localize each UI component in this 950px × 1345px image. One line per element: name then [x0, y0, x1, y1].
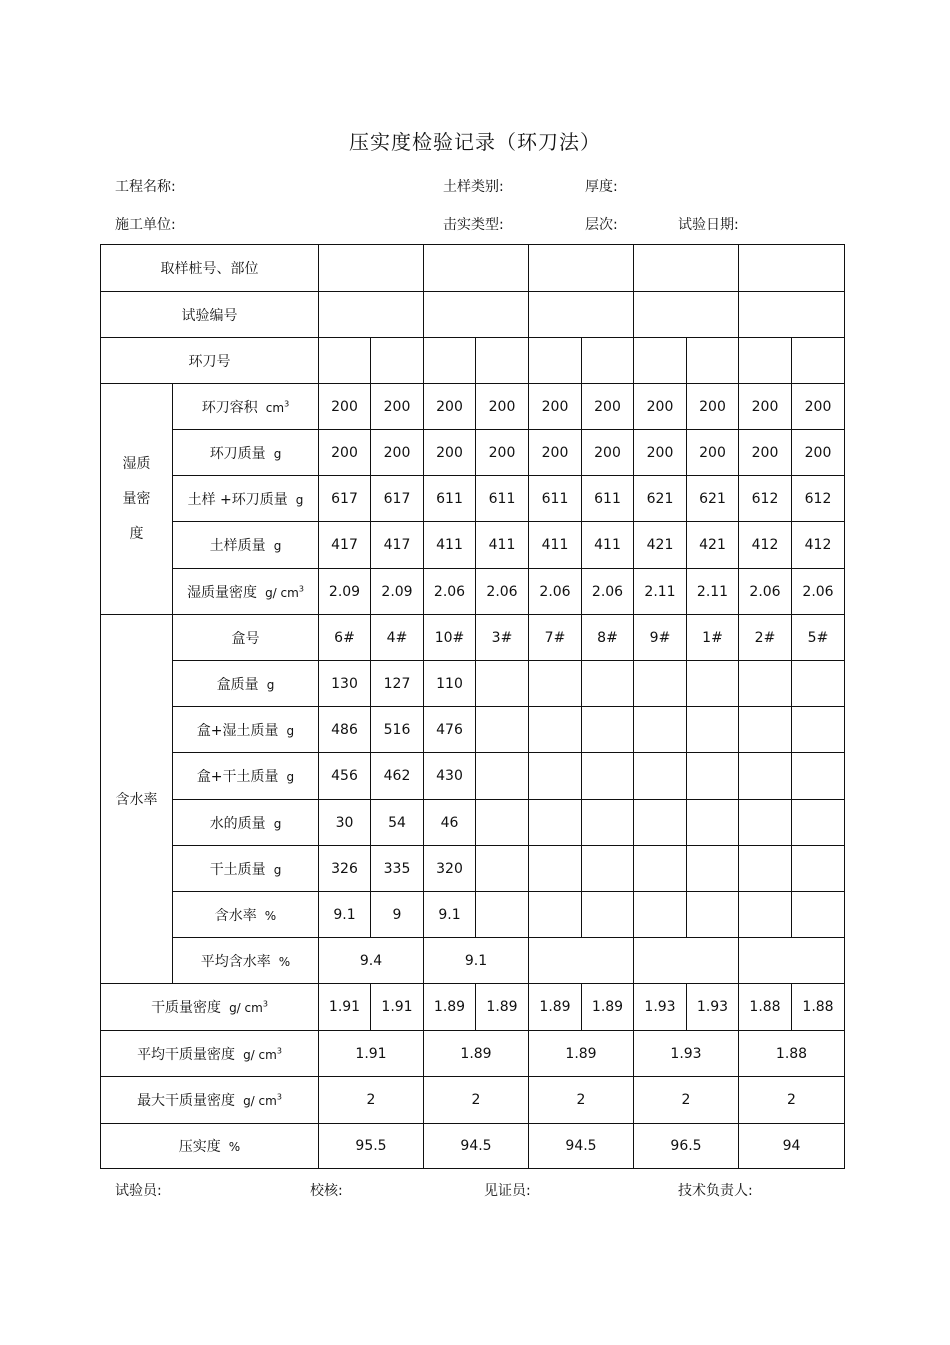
table-cell: 611 — [424, 476, 476, 522]
test-date-label: 试验日期: — [678, 217, 739, 233]
table-cell — [687, 661, 739, 707]
table-cell: 411 — [424, 522, 476, 569]
table-cell: 1.89 — [582, 984, 634, 1031]
table-cell — [582, 338, 634, 384]
table-cell: 2 — [529, 1077, 634, 1124]
table-cell: 421 — [634, 522, 687, 569]
table-cell: 200 — [687, 384, 739, 430]
box-dry-soil-label: 盒+干土质量 g — [173, 753, 319, 800]
table-cell: 95.5 — [319, 1124, 424, 1169]
table-cell — [739, 338, 792, 384]
table-cell — [319, 338, 371, 384]
table-cell — [529, 661, 582, 707]
table-cell: 2.06 — [739, 569, 792, 615]
table-cell — [634, 753, 687, 800]
checker-label: 校核: — [310, 1183, 343, 1199]
table-row — [101, 384, 845, 430]
table-cell: 30 — [319, 800, 371, 846]
table-cell: 320 — [424, 846, 476, 892]
table-cell — [371, 338, 424, 384]
table-cell — [319, 292, 424, 338]
table-cell — [687, 800, 739, 846]
table-cell — [739, 292, 845, 338]
compaction-record-table — [100, 244, 845, 1169]
table-cell: 326 — [319, 846, 371, 892]
table-cell: 200 — [476, 430, 529, 476]
soil-mass-label: 土样质量 g — [173, 522, 319, 569]
table-cell — [476, 707, 529, 753]
table-cell: 9.1 — [424, 892, 476, 938]
table-cell: 7# — [529, 615, 582, 661]
table-cell: 9.4 — [319, 938, 424, 984]
table-row — [101, 1077, 845, 1124]
table-cell — [476, 846, 529, 892]
table-cell: 1.91 — [319, 984, 371, 1031]
table-row — [101, 753, 845, 800]
table-cell: 1.89 — [529, 1031, 634, 1077]
table-cell: 476 — [424, 707, 476, 753]
table-cell: 200 — [739, 384, 792, 430]
water-mass-label: 水的质量 g — [173, 800, 319, 846]
table-cell: 2.06 — [529, 569, 582, 615]
table-cell: 94.5 — [424, 1124, 529, 1169]
ring-no-label: 环刀号 — [101, 338, 319, 384]
table-cell — [739, 661, 792, 707]
table-cell: 412 — [739, 522, 792, 569]
tester-label: 试验员: — [115, 1183, 162, 1199]
soil-ring-mass-label: 土样 +环刀质量 g — [173, 476, 319, 522]
table-cell — [529, 707, 582, 753]
table-cell: 1.91 — [319, 1031, 424, 1077]
table-row — [101, 430, 845, 476]
wet-density-label: 湿质量密度 g/ $cm^3$ — [173, 569, 319, 615]
avg-dry-density-label: 平均干质量密度 g/ $cm^3$ — [101, 1031, 319, 1077]
table-cell — [739, 938, 845, 984]
ring-volume-label: 环刀容积 $cm^3$ — [173, 384, 319, 430]
table-cell: 2.06 — [792, 569, 845, 615]
witness-label: 见证员: — [484, 1183, 531, 1199]
tech-lead-label: 技术负责人: — [678, 1183, 753, 1199]
table-row — [101, 615, 845, 661]
table-cell: 94.5 — [529, 1124, 634, 1169]
box-wet-soil-label: 盒+湿土质量 g — [173, 707, 319, 753]
table-cell: 200 — [476, 384, 529, 430]
table-cell: 412 — [792, 522, 845, 569]
table-cell: 411 — [582, 522, 634, 569]
table-cell — [476, 661, 529, 707]
table-row — [101, 476, 845, 522]
sample-location-label: 取样桩号、部位 — [101, 245, 319, 292]
table-cell — [319, 245, 424, 292]
table-cell — [792, 846, 845, 892]
table-cell — [634, 800, 687, 846]
box-mass-label: 盒质量 g — [173, 661, 319, 707]
table-cell: 200 — [424, 430, 476, 476]
table-cell: 94 — [739, 1124, 845, 1169]
table-cell: 9.1 — [424, 938, 529, 984]
test-no-label: 试验编号 — [101, 292, 319, 338]
table-cell: 486 — [319, 707, 371, 753]
table-cell: 200 — [529, 384, 582, 430]
compaction-type-label: 击实类型: — [443, 217, 504, 233]
layer-label: 层次: — [585, 217, 618, 233]
table-cell: 611 — [582, 476, 634, 522]
table-row — [101, 661, 845, 707]
table-row — [101, 846, 845, 892]
table-cell — [476, 753, 529, 800]
avg-moisture-label: 平均含水率 % — [173, 938, 319, 984]
table-cell: 200 — [582, 430, 634, 476]
table-cell: 2 — [319, 1077, 424, 1124]
table-cell: 2 — [634, 1077, 739, 1124]
table-cell — [424, 292, 529, 338]
table-cell: 6# — [319, 615, 371, 661]
table-cell — [739, 753, 792, 800]
ring-mass-label: 环刀质量 g — [173, 430, 319, 476]
table-cell: 8# — [582, 615, 634, 661]
table-row — [101, 338, 845, 384]
table-cell: 1.89 — [424, 984, 476, 1031]
table-cell: 200 — [582, 384, 634, 430]
table-cell: 200 — [634, 384, 687, 430]
table-cell — [792, 892, 845, 938]
table-cell — [582, 707, 634, 753]
table-cell: 127 — [371, 661, 424, 707]
table-cell: 200 — [792, 384, 845, 430]
table-cell — [739, 846, 792, 892]
table-cell: 2.11 — [687, 569, 739, 615]
table-cell — [792, 338, 845, 384]
table-cell: 200 — [529, 430, 582, 476]
table-cell — [634, 338, 687, 384]
table-cell: 516 — [371, 707, 424, 753]
contractor-label: 施工单位: — [115, 217, 176, 233]
table-cell: 200 — [687, 430, 739, 476]
table-cell — [634, 661, 687, 707]
table-cell: 2 — [739, 1077, 845, 1124]
project-name-label: 工程名称: — [115, 179, 176, 195]
table-cell — [634, 292, 739, 338]
table-cell: 54 — [371, 800, 424, 846]
table-cell — [424, 338, 476, 384]
table-cell — [529, 292, 634, 338]
group-label-line: 度 — [129, 525, 144, 542]
table-cell: 621 — [634, 476, 687, 522]
table-cell: 46 — [424, 800, 476, 846]
table-cell: 96.5 — [634, 1124, 739, 1169]
table-row — [101, 245, 845, 292]
table-cell: 2.06 — [582, 569, 634, 615]
table-cell — [582, 661, 634, 707]
table-cell — [739, 892, 792, 938]
table-cell — [476, 338, 529, 384]
table-cell: 1.89 — [476, 984, 529, 1031]
table-cell: 411 — [476, 522, 529, 569]
table-cell: 1.93 — [634, 1031, 739, 1077]
table-cell: 621 — [687, 476, 739, 522]
table-cell — [634, 938, 739, 984]
max-dry-density-label: 最大干质量密度 g/ $cm^3$ — [101, 1077, 319, 1124]
table-cell: 617 — [319, 476, 371, 522]
table-cell: 611 — [529, 476, 582, 522]
table-cell — [792, 707, 845, 753]
table-row — [101, 707, 845, 753]
table-row — [101, 522, 845, 569]
table-cell — [792, 753, 845, 800]
table-cell — [529, 892, 582, 938]
table-cell: 200 — [739, 430, 792, 476]
table-cell: 1.93 — [687, 984, 739, 1031]
table-cell — [476, 892, 529, 938]
table-cell — [739, 800, 792, 846]
table-cell: 2.06 — [424, 569, 476, 615]
table-cell — [687, 707, 739, 753]
table-cell: 430 — [424, 753, 476, 800]
table-cell — [687, 846, 739, 892]
table-row — [101, 1031, 845, 1077]
table-cell: 4# — [371, 615, 424, 661]
table-cell: 1.91 — [371, 984, 424, 1031]
table-cell — [634, 892, 687, 938]
table-cell: 2.06 — [476, 569, 529, 615]
table-cell — [424, 245, 529, 292]
thickness-label: 厚度: — [585, 179, 618, 195]
table-cell: 1.88 — [792, 984, 845, 1031]
table-cell: 1.88 — [739, 1031, 845, 1077]
table-row — [101, 984, 845, 1031]
table-cell: 2 — [424, 1077, 529, 1124]
dry-soil-mass-label: 干土质量 g — [173, 846, 319, 892]
table-cell: 411 — [529, 522, 582, 569]
table-row — [101, 892, 845, 938]
box-no-label: 盒号 — [173, 615, 319, 661]
table-cell — [739, 245, 845, 292]
table-cell: 2# — [739, 615, 792, 661]
table-cell: 200 — [319, 430, 371, 476]
table-row — [101, 292, 845, 338]
table-row — [101, 938, 845, 984]
table-cell — [529, 846, 582, 892]
table-cell: 9# — [634, 615, 687, 661]
table-cell: 10# — [424, 615, 476, 661]
table-cell: 417 — [371, 522, 424, 569]
table-cell: 617 — [371, 476, 424, 522]
table-cell — [687, 892, 739, 938]
table-cell: 9 — [371, 892, 424, 938]
table-cell: 9.1 — [319, 892, 371, 938]
table-cell — [529, 753, 582, 800]
table-cell — [634, 846, 687, 892]
table-cell: 335 — [371, 846, 424, 892]
table-cell — [529, 338, 582, 384]
table-cell: 1# — [687, 615, 739, 661]
table-cell — [792, 800, 845, 846]
table-cell: 612 — [792, 476, 845, 522]
table-cell: 5# — [792, 615, 845, 661]
soil-type-label: 土样类别: — [443, 179, 504, 195]
table-cell: 200 — [634, 430, 687, 476]
table-cell — [582, 800, 634, 846]
table-cell — [582, 846, 634, 892]
table-cell: 1.89 — [424, 1031, 529, 1077]
table-cell — [687, 753, 739, 800]
moisture-label: 含水率 % — [173, 892, 319, 938]
table-cell: 462 — [371, 753, 424, 800]
group-label-line: 量密 — [122, 490, 151, 507]
table-cell — [792, 661, 845, 707]
table-cell — [687, 338, 739, 384]
table-cell: 110 — [424, 661, 476, 707]
wet-density-group-label — [101, 384, 173, 615]
table-cell: 456 — [319, 753, 371, 800]
dry-density-label: 干质量密度 g/ $cm^3$ — [101, 984, 319, 1031]
table-cell: 2.09 — [319, 569, 371, 615]
table-cell — [529, 245, 634, 292]
table-cell: 1.89 — [529, 984, 582, 1031]
table-row — [101, 1124, 845, 1169]
table-cell — [739, 707, 792, 753]
table-cell — [582, 892, 634, 938]
table-cell — [529, 938, 634, 984]
table-row — [101, 569, 845, 615]
table-cell: 421 — [687, 522, 739, 569]
table-cell: 200 — [371, 384, 424, 430]
table-row — [101, 800, 845, 846]
table-cell: 3# — [476, 615, 529, 661]
table-cell: 1.93 — [634, 984, 687, 1031]
table-cell: 2.09 — [371, 569, 424, 615]
table-cell — [476, 800, 529, 846]
table-cell: 130 — [319, 661, 371, 707]
table-cell: 200 — [792, 430, 845, 476]
table-cell — [582, 753, 634, 800]
table-cell: 611 — [476, 476, 529, 522]
table-cell — [634, 245, 739, 292]
table-cell: 1.88 — [739, 984, 792, 1031]
page-title: 压实度检验记录（环刀法） — [349, 130, 601, 154]
table-cell: 2.11 — [634, 569, 687, 615]
table-cell: 417 — [319, 522, 371, 569]
moisture-group-label: 含水率 — [101, 615, 173, 984]
table-cell — [529, 800, 582, 846]
group-label-line: 湿质 — [122, 455, 151, 472]
table-cell: 200 — [424, 384, 476, 430]
table-cell: 200 — [319, 384, 371, 430]
table-cell — [634, 707, 687, 753]
table-cell: 612 — [739, 476, 792, 522]
table-cell: 200 — [371, 430, 424, 476]
compaction-label: 压实度 % — [101, 1124, 319, 1169]
